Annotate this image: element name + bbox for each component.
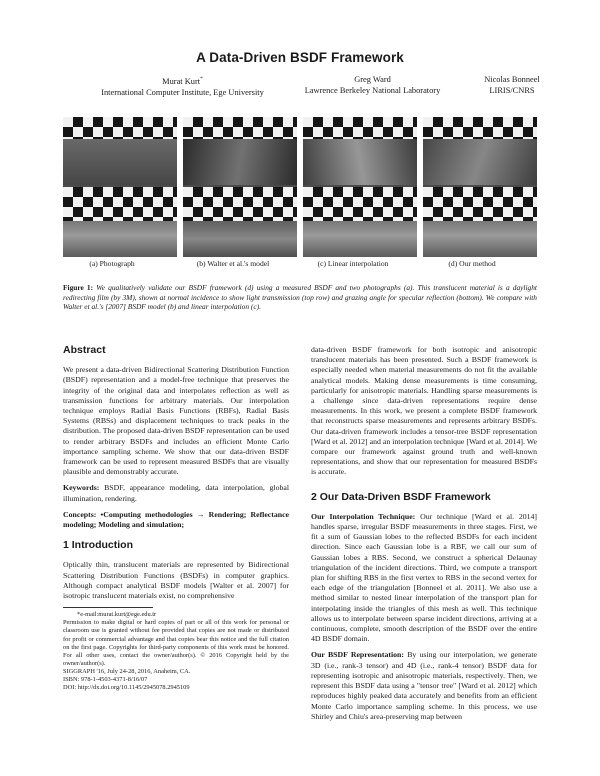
figure-label: Figure 1:	[63, 283, 94, 292]
right-column	[311, 345, 537, 728]
author-2-affiliation: Lawrence Berkeley National Laboratory	[304, 86, 441, 95]
photograph-top-image	[63, 117, 177, 185]
subcaption-d: (d) Our method	[448, 259, 496, 268]
representation-text: By using our interpolation, we generate 3D (i.e., rank-3 tensor) and 4D (i.e., rank-4 tensor) BSDF data for representing isotropic and anisotropic materials, respectively. Then, we represent this BSDF data using a "tensor tree" [Ward et al. 2012] which reproduces highly peaked data accurately and benefits from an efficient Monte Carlo importance sampling scheme. In this process, we use Shirley and Chiu's area-preserving map between	[311, 650, 538, 721]
our-method-top-image	[423, 117, 537, 185]
keywords-label: Keywords:	[63, 483, 100, 493]
walter-model-panel	[183, 117, 297, 257]
our-method-bottom-image	[423, 187, 537, 257]
interpolation-paragraph	[311, 512, 537, 645]
representation-paragraph	[311, 650, 537, 721]
footnote-doi: DOI: http://dx.doi.org/10.1145/2945078.2945109	[63, 684, 190, 692]
author-1-name: Murat Kurt	[162, 76, 201, 86]
author-1-affiliation: International Computer Institute, Ege University	[101, 87, 264, 97]
walter-model-top-image	[183, 117, 297, 185]
footnote-email: *e-mail:murat.kurt@ege.edu.tr	[77, 611, 157, 619]
footnote-permission: Permission to make digital or hard copies of part or all of this work for personal or classroom use is granted without fee provided that copies are not made or distributed for profit or commercial advantage and that copies bear this notice and the full citation on the first page. Copyrights for third-party components of this work must be honored. For all other uses, contact the owner/author(s). © 2016 Copyright held by the owner/author(s).	[63, 619, 289, 667]
introduction-heading: 1 Introduction	[63, 539, 133, 552]
representation-lead: Our BSDF Representation:	[311, 650, 404, 660]
concepts-label: Concepts:	[63, 509, 97, 519]
interpolation-lead: Our Interpolation Technique:	[311, 511, 416, 521]
left-column	[63, 345, 289, 692]
our-method-panel	[423, 117, 537, 257]
introduction-continued: data-driven BSDF framework for both isotropic and anisotropic translucent materials has been presented. Such a BSDF framework is especially needed when material measurements do not fit the available analytical models. Making dense measurements is time consuming, particularly for anisotropic materials. Handling sparse measurements is a challenge since data-driven representations require dense measurements. In this work, we present a complete BSDF framework that reconstructs sparse measurements and represents arbitrary BSDFs. Our data-driven framework includes a tensor-tree BSDF representation [Ward et al. 2012] and an interpolation technique [Ward et al. 2014]. We compare our framework against ground truth and well-known representations, and show that our representation for measured BSDFs is accurate.	[311, 345, 537, 477]
keywords	[63, 483, 289, 503]
author-2	[280, 74, 465, 96]
linear-interpolation-panel	[303, 117, 417, 257]
subcaption-b: (b) Walter et al.'s model	[196, 259, 270, 268]
teaser-figure	[63, 117, 537, 257]
interpolation-text: Our technique [Ward et al. 2014] handles sparse, irregular BSDF measurements in three stages. First, we fit a sum of Gaussian lobes to the reflected BSDFs for each incident direction. Since each Gaussian lobe is a RBF, we call our sum of Gaussian lobes a RBS. Second, we construct a spherical Delaunay triangulation of the incident directions. Third, we compute a transport plan for shifting RBS in the first vertex to RBS in the second vertex for each edge of the triangulation [Bonneel et al. 2011]. We also use a method similar to nested linear interpolation of the transport plan for interpolating inside the triangles of this mesh as well. This technique allows us to interpolate between sparse incident directions, arriving at a continuous, complete, smooth description of the BSDF over the entire 4D BSDF domain.	[311, 511, 538, 644]
abstract-text: We present a data-driven Bidirectional Scattering Distribution Function (BSDF) representation and a model-free technique that preserves the integrity of the original data and interpolates reflection as well as transmission functions for arbitrary materials. Our interpolation technique employs Radial Basis Functions (RBFs), Radial Basis Systems (RBSs) and displacement techniques to track peaks in the distribution. The proposed data-driven BSDF representation can be used to render arbitrary BSDFs and includes an efficient Monte Carlo importance sampling scheme. We show that our data-driven BSDF framework can be used to represent measured BSDFs that are visually plausible and demonstrably accurate.	[63, 365, 289, 477]
photograph-panel	[63, 117, 177, 257]
author-1-mark: *	[200, 76, 203, 82]
keywords-text: BSDF, appearance modeling, data interpolation, global illumination, rendering.	[63, 483, 290, 503]
author-3	[447, 74, 577, 96]
figure-caption-text: We qualitatively validate our BSDF framework (d) using a measured BSDF and two photographs (a). This translucent material is a daylight redirecting film (by 3M), shown at normal incidence to show light transmission (top row) and grazing angle for specular reflection (bottom). We compare with Walter et al.'s [2007] BSDF model (b) and linear interpolation (c).	[63, 283, 537, 312]
author-1	[60, 74, 305, 98]
introduction-text: Optically thin, translucent materials are represented by Bidirectional Scattering Distribution Functions (BSDFs) in computer graphics. Although compact analytical BSDF models [Walter et al. 2007] for isotropic translucent materials exist, no comprehensive	[63, 560, 289, 601]
linear-interpolation-bottom-image	[303, 187, 417, 257]
paper-title: A Data-Driven BSDF Framework	[196, 50, 404, 65]
section-2-heading: 2 Our Data-Driven BSDF Framework	[311, 490, 491, 503]
walter-model-bottom-image	[183, 187, 297, 257]
abstract-heading: Abstract	[63, 344, 106, 356]
linear-interpolation-top-image	[303, 117, 417, 185]
author-3-name: Nicolas Bonneel	[484, 75, 540, 84]
footnote	[63, 611, 289, 692]
photograph-bottom-image	[63, 187, 177, 257]
concepts-text: •Computing methodologies → Rendering; Reflectance modeling; Modeling and simulation;	[63, 509, 290, 530]
author-2-name: Greg Ward	[354, 75, 391, 84]
concepts	[63, 510, 289, 530]
footnote-isbn: ISBN: 978-1-4503-4371-8/16/07	[63, 676, 148, 684]
subcaption-c: (c) Linear interpolation	[317, 259, 389, 268]
subcaption-a: (a) Photograph	[89, 259, 135, 268]
author-3-affiliation: LIRIS/CNRS	[489, 86, 535, 95]
footnote-rule	[63, 607, 153, 608]
footnote-venue: SIGGRAPH '16, July 24-28, 2016, Anaheim, CA.	[63, 667, 191, 675]
figure-caption	[63, 283, 537, 312]
